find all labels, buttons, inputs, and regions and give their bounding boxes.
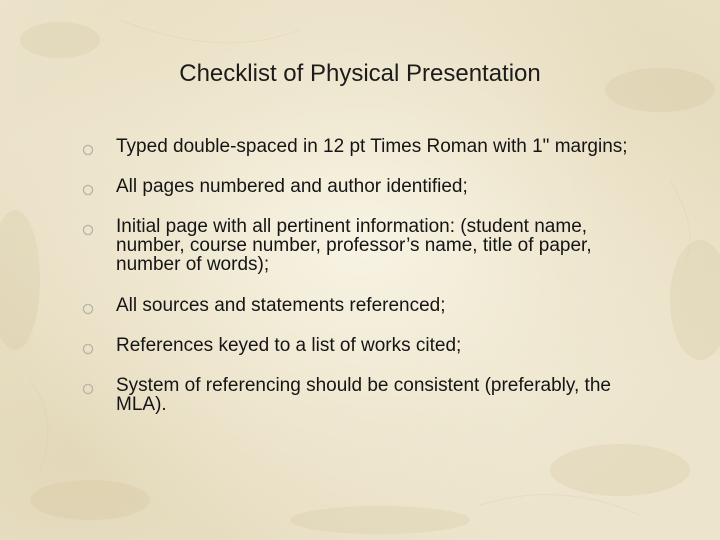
list-item (78, 217, 638, 274)
list-item-text: Typed double-spaced in 12 pt Times Roman with 1" margins; (116, 136, 628, 157)
slide-title: Checklist of Physical Presentation (179, 60, 541, 87)
open-circle-bullet-icon (82, 224, 94, 236)
open-circle-bullet-icon (82, 383, 94, 395)
list-item (78, 376, 638, 414)
list-item (78, 177, 638, 196)
list-item (78, 336, 638, 355)
open-circle-bullet-icon (82, 303, 94, 315)
list-item-text: References keyed to a list of works cited; (116, 335, 462, 356)
list-item-text: Initial page with all pertinent information: (student name, number, course number, professor’s name, title of paper, number of words); (116, 216, 592, 275)
list-item-text: All sources and statements referenced; (116, 295, 446, 316)
open-circle-bullet-icon (82, 184, 94, 196)
list-item (78, 137, 638, 156)
list-item-text: System of referencing should be consistent (preferably, the MLA). (116, 375, 611, 415)
list-item (78, 296, 638, 315)
open-circle-bullet-icon (82, 144, 94, 156)
list-item-text: All pages numbered and author identified; (116, 176, 468, 197)
open-circle-bullet-icon (82, 343, 94, 355)
checklist (78, 137, 638, 435)
